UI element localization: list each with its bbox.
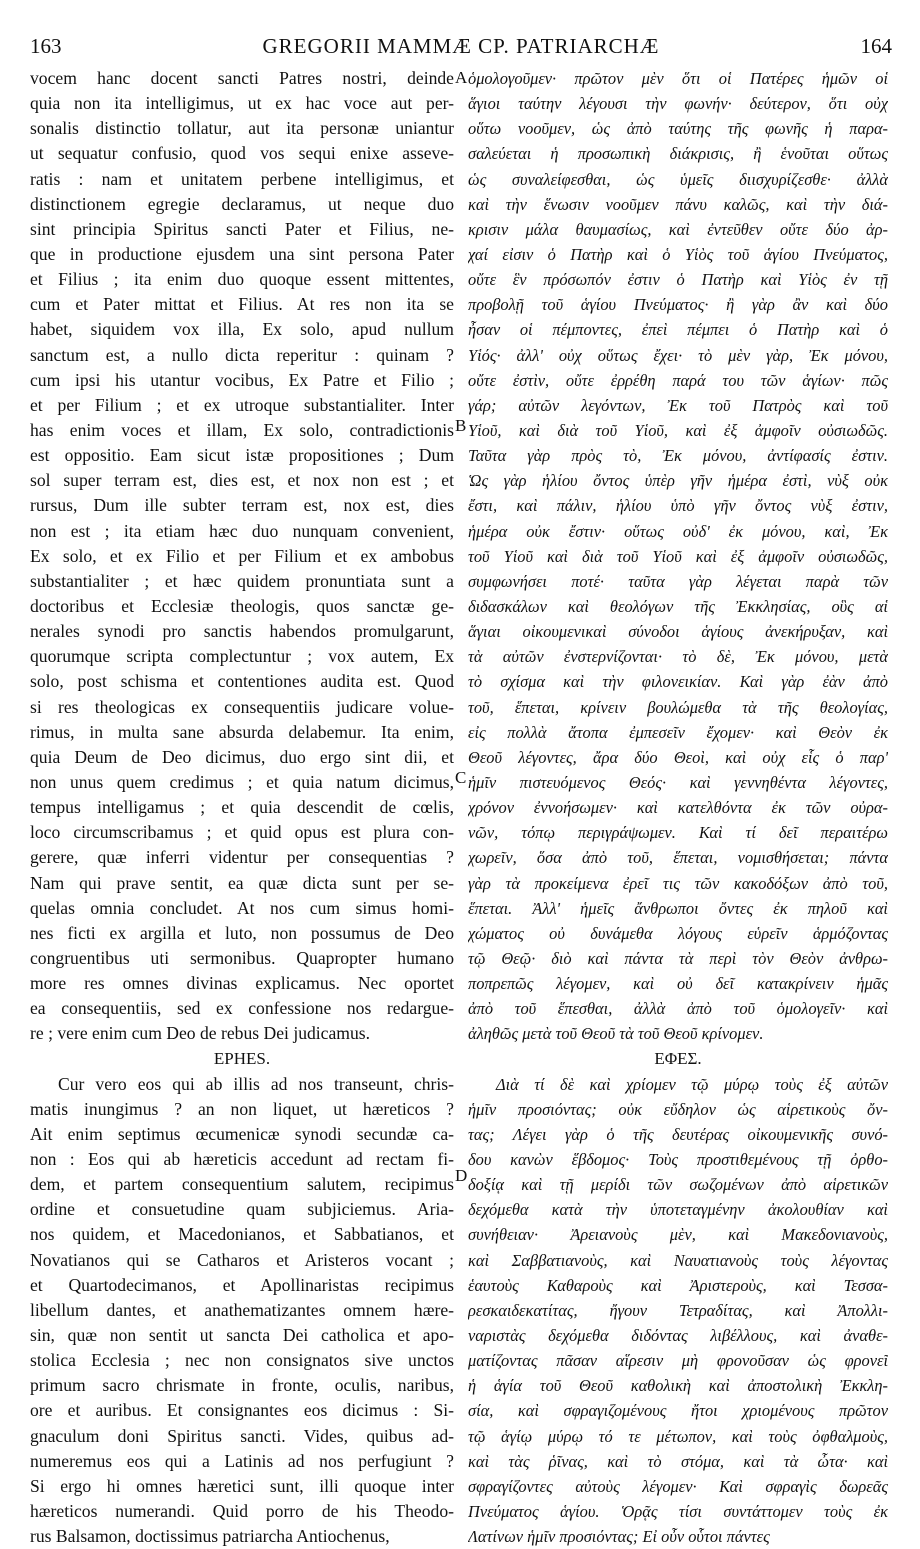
text-line: ὁμολογοῦμεν· πρῶτον μὲν ὅτι οἱ Πατέρες ἡμῶν οἱ <box>468 69 888 88</box>
text-line: δοξίᾳ καὶ τῇ μερίδι τῶν σωζομένων ἀπὸ αἱρετικῶν <box>468 1175 888 1195</box>
margin-marker-b: B <box>455 416 467 435</box>
text-line: nerales synodi pro sanctis habendos promulgarunt, <box>30 621 454 642</box>
text-line: cum ipsi his utantur vocibus, Ex Patre et Filio ; <box>30 369 454 390</box>
text-line: ναριστὰς δεχόμεθα διδόντας λιβέλλους, καὶ ἀναθε- <box>468 1326 888 1346</box>
text-line: ὡς συναλείφεσθαι, ὡς ὑμεῖς διισχυρίζεσθε· ἀλλὰ <box>468 169 888 189</box>
section-heading: EPHES. <box>213 1049 271 1069</box>
text-line: ea consequentiis, sed ex confessione nos redargue- <box>30 998 454 1019</box>
text-line: more res omnes divinas explicamus. Nec oportet <box>30 973 454 994</box>
text-line: Ταῦτα γὰρ πρὸς τὸ, Ἐκ μόνου, ἀντίφασίς ἐστιν. <box>468 446 888 466</box>
text-line: ἡ ἁγία τοῦ Θεοῦ καθολικὴ καὶ ἀποστολικὴ Ἐκκλη- <box>468 1376 888 1396</box>
text-line: γάρ; αὐτῶν λεγόντων, Ἐκ τοῦ Πατρὸς καὶ τοῦ <box>468 395 888 415</box>
text-line: ore et auribus. Et consignantes eos dicimus : Si- <box>30 1400 454 1421</box>
text-line: χρόνον ἐννοήσωμεν· καὶ κατελθόντα ἐκ τῶν οὐρα- <box>468 798 888 818</box>
text-line: hæreticos numerandi. Quid porro de his Theodo- <box>30 1501 454 1522</box>
latin-column <box>30 66 454 1549</box>
text-line: ἔστι, καὶ πάλιν, ἡλίου ὑπὸ γῆν ὄντος νὺξ ἐστιν, <box>468 496 888 516</box>
text-line: τὰ αὐτῶν ἐνστερνίζονται· τὸ δὲ, Ἐκ μόνου, μετὰ <box>468 647 888 667</box>
text-line: habet, siquidem vox illa, Ex solo, apud nullum <box>30 319 454 340</box>
margin-marker-d: D <box>455 1166 468 1185</box>
text-line: cum et Pater mittat et Filius. At res non ita se <box>30 294 454 315</box>
text-line: Υἱός· ἀλλ' οὐχ οὕτως ἔχει· τὸ μὲν γὰρ, Ἐκ μόνου, <box>468 345 888 365</box>
text-line: ἑαυτοὺς Καθαροὺς καὶ Ἀριστεροὺς, καὶ Τεσσα- <box>468 1275 888 1295</box>
running-header <box>30 34 892 62</box>
text-line: χώματος οὐ δυνάμεθα λόγους εὑρεῖν ἁρμόζοντας <box>468 923 888 943</box>
text-line: gerere, quæ inferri videntur per consequentias ? <box>30 847 454 868</box>
text-line: Θεοῦ λέγοντες, ἄρα δύο Θεοὶ, καὶ οὐχ εἷς ὁ παρ' <box>468 747 888 767</box>
text-line: οὕτω νοοῦμεν, ὡς ἀπὸ ταύτης τῆς φωνῆς ἡ παρα- <box>468 119 888 139</box>
text-line: ἡμῖν προσιόντας; οὐκ εὔδηλον ὡς αἱρετικοὺς ὄν- <box>468 1099 888 1119</box>
greek-column <box>468 66 888 1549</box>
text-line: et Filius ; ita enim duo quoque essent mittentes, <box>30 269 454 290</box>
text-line: ordine et consuetudine quam subjiciemus. Aria- <box>30 1199 454 1220</box>
text-line: et per Filium ; et ex utroque substantialiter. Inter <box>30 394 454 415</box>
text-line: stolica Ecclesia ; nec non consignatos sive unctos <box>30 1350 454 1371</box>
text-line: οὔτε ἓν πρόσωπόν ἐστιν ὁ Πατὴρ καὶ Υἱὸς ἐν τῇ <box>468 270 888 290</box>
text-line: Υἱοῦ, καὶ διὰ τοῦ Υἱοῦ, καὶ ἐξ ἀμφοῖν οὐσιωδῶς. <box>468 420 888 440</box>
text-line: matis inungimus ? an non liquet, ut hæreticos ? <box>30 1098 454 1119</box>
text-line: gnaculum doni Spiritus sancti. Vides, quibus ad- <box>30 1425 454 1446</box>
text-line: ἡμῖν πιστευόμενος Θεός· καὶ γεννηθέντα λέγοντες, <box>468 772 888 792</box>
text-line: non : Eos qui ab hæreticis accedunt ad rectam fi- <box>30 1149 454 1170</box>
text-line: quia non ita intelligimus, ut ex hac voce aut per- <box>30 93 454 114</box>
text-line: quelas omnia concludet. At nos cum simus homi- <box>30 897 454 918</box>
text-line: vocem hanc docent sancti Patres nostri, deinde <box>30 68 454 88</box>
text-line: δου κανὼν ἕβδομος· Τοὺς προστιθεμένους τῇ ὀρθο- <box>468 1150 888 1170</box>
text-line: τῷ ἁγίῳ μύρῳ τό τε μέτωπον, καὶ τοὺς ὀφθαλμοὺς, <box>468 1426 888 1446</box>
page-number-right: 164 <box>860 34 892 58</box>
text-line: est oppositio. Eam sicut istæ propositiones ; Dum <box>30 445 454 466</box>
text-line: rursus, Dum ille subter terram est, nox est, dies <box>30 495 454 516</box>
text-line: sol super terram est, dies est, et nox non est ; et <box>30 470 454 491</box>
text-line: dem, et partem consequentium salutem, recipimus <box>30 1174 454 1195</box>
text-line: Si ergo hi omnes hæretici sunt, illi quoque inter <box>30 1475 454 1496</box>
text-line: Novatianos qui se Catharos et Aristeros vocant ; <box>30 1249 454 1270</box>
text-line: libellum dantes, et anathematizantes omnem hære- <box>30 1299 454 1320</box>
text-line: re ; vere enim cum Deo de rebus Dei judicamus. <box>30 1023 371 1044</box>
text-line: Λατίνων ἡμῖν προσιόντας; Εἰ οὖν οὗτοι πάντες <box>468 1527 770 1547</box>
text-line: congruentibus uti sermonibus. Quapropter humano <box>30 947 454 968</box>
text-line: tempus intelligamus ; et quia descendit de cœlis, <box>30 797 454 818</box>
text-line: non unus quem credimus ; et quia natum dicimus, <box>30 771 454 792</box>
section-heading: ΕΦΕΣ. <box>654 1049 702 1069</box>
text-line: σαλεύεται ἡ προσωπικὴ διάκρισις, ἢ ἑνοῦται οὕτως <box>468 144 888 164</box>
text-line: substantialiter ; et hæc quidem pronuntiata sunt a <box>30 570 454 591</box>
text-line: ἕπεται. Ἀλλ' ἡμεῖς ἄνθρωποι ὄντες ἐκ πηλοῦ καὶ <box>468 898 888 918</box>
text-line: Ex solo, et ex Filio et per Filium et ex ambobus <box>30 545 454 566</box>
text-line: rus Balsamon, doctissimus patriarcha Antiochenus, <box>30 1526 390 1547</box>
text-line: distinctionem egregie declaramus, ut neque duo <box>30 193 454 214</box>
text-line: ἀληθῶς μετὰ τοῦ Θεοῦ τὰ τοῦ Θεοῦ κρίνομεν. <box>468 1024 764 1044</box>
text-line: solo, post schisma et contentiones audita est. Quod <box>30 671 454 692</box>
text-line: doctoribus et Ecclesiæ theologis, quos sanctæ ge- <box>30 595 454 616</box>
margin-marker-a: A <box>455 68 468 87</box>
text-line: sanctum est, a nullo dicta reperitur : quinam ? <box>30 344 454 365</box>
text-line: nes ficti ex argilla et luto, non possumus de Deo <box>30 922 454 943</box>
text-line: sint principia Spiritus sancti Pater et Filius, ne- <box>30 218 454 239</box>
text-line: et Quartodecimanos, et Apollinaristas recipimus <box>30 1274 454 1295</box>
text-line: Πνεύματος ἁγίου. Ὁρᾷς τίσι συντάττομεν τοὺς ἐκ <box>468 1502 888 1522</box>
text-line: χωρεῖν, ὅσα ἀπὸ τοῦ, ἕπεται, νομισθήσεται; πάντα <box>468 848 888 868</box>
text-line: quia Deum de Deo dicimus, duo ergo sint dii, et <box>30 746 454 767</box>
text-line: σία, καὶ σφραγιζομένους ἤτοι χριομένους πρῶτον <box>468 1401 888 1421</box>
text-line: τῷ Θεῷ· διὸ καὶ πάντα τὰ περὶ τὸν Θεὸν ἀνθρω- <box>468 948 888 968</box>
text-line: τὸ σχίσμα καὶ τὴν φιλονεικίαν. Καὶ γὰρ ἐὰν ἀπὸ <box>468 672 888 692</box>
text-line: νῶν, τόπῳ περιγράψωμεν. Καὶ τί δεῖ περαιτέρω <box>468 823 888 843</box>
text-line: ἅγιοι ταύτην λέγουσι τὴν φωνήν· δεύτερον, ὅτι οὐχ <box>468 94 888 114</box>
text-line: συνήθειαν· Ἀρειανοὺς μὲν, καὶ Μακεδονιανοὺς, <box>468 1225 888 1245</box>
text-line: Cur vero eos qui ab illis ad nos transeunt, chris- <box>58 1073 454 1094</box>
text-line: καὶ τὰς ῥῖνας, καὶ τὸ στόμα, καὶ τὰ ὦτα· καὶ <box>468 1451 888 1471</box>
text-line: τοῦ, ἕπεται, κρίνειν βουλώμεθα τὰ τῆς θεολογίας, <box>468 697 888 717</box>
text-line: que in productione ejusdem una sint persona Pater <box>30 243 454 264</box>
text-line: προβολῇ τοῦ ἁγίου Πνεύματος· ἢ γὰρ ἂν καὶ δύο <box>468 295 888 315</box>
text-line: loco circumscribamus ; et quid opus est plura con- <box>30 822 454 843</box>
page-number-left: 163 <box>30 34 62 58</box>
text-line: καὶ τὴν ἕνωσιν νοοῦμεν πάνυ καλῶς, καὶ τὴν διά- <box>468 194 888 214</box>
text-line: γὰρ τὰ προκείμενα ἐρεῖ τις τῶν κακοδόξων ἀπὸ τοῦ, <box>468 873 888 893</box>
text-line: ratis : nam et unitatem perbene intelligimus, et <box>30 168 454 189</box>
text-line: ματίζοντας πᾶσαν αἵρεσιν μὴ φρονοῦσαν ὡς φρονεῖ <box>468 1351 888 1371</box>
text-line: ποπρεπῶς λέγομεν, καὶ οὐ δεῖ κατακρίνειν ἡμᾶς <box>468 974 888 994</box>
text-line: ἅγιαι οἰκουμενικαὶ σύνοδοι ἁγίους ἀνεκήρυξαν, καὶ <box>468 622 888 642</box>
text-line: sonalis distinctio tollatur, aut ita personæ uniantur <box>30 118 454 139</box>
text-line: primum sacro chrismate in fronte, oculis, naribus, <box>30 1375 454 1396</box>
text-line: τας; Λέγει γὰρ ὁ τῆς δευτέρας οἰκουμενικῆς συνό- <box>468 1124 888 1144</box>
text-line: ἡμέρα οὐκ ἔστιν· οὕτως οὐδ' ἐκ μόνου, καὶ, Ἐκ <box>468 521 888 541</box>
text-line: Ὡς γὰρ ἡλίου ὄντος ὑπὲρ γῆν ἡμέρα ἐστὶ, νὺξ οὐκ <box>468 471 888 491</box>
text-line: τοῦ Υἱοῦ καὶ διὰ τοῦ Υἱοῦ καὶ ἐξ ἀμφοῖν οὐσιωδῶς, <box>468 546 888 566</box>
running-title: GREGORII MAMMÆ CP. PATRIARCHÆ <box>262 34 660 58</box>
text-line: has enim voces et illam, Ex solo, contradictionis <box>30 419 454 440</box>
text-line: συμφωνήσει ποτέ· ταῦτα γὰρ λέγεται παρὰ τῶν <box>468 571 888 591</box>
text-line: nos quidem, et Macedonianos, et Sabbatianos, et <box>30 1224 454 1245</box>
text-line: οὔτε ἐστὶν, οὔτε ἐρρέθη παρά του τῶν ἁγίων· πῶς <box>468 370 888 390</box>
text-line: ἀπὸ τοῦ ἕπεσθαι, ἀλλὰ ἀπὸ τοῦ ὁμολογεῖν· καὶ <box>468 999 888 1019</box>
text-line: si res theologicas ex consequentiis judicare volue- <box>30 696 454 717</box>
text-line: εἰς πολλὰ ἄτοπα ἐμπεσεῖν ἔχομεν· καὶ Θεὸν ἐκ <box>468 722 888 742</box>
text-line: numeremus eos qui a Latinis ad nos perfugiunt ? <box>30 1450 454 1471</box>
text-line: δεχόμεθα κατὰ τὴν ὑποτεταγμένην ἀκολουθίαν καὶ <box>468 1200 888 1220</box>
text-line: διδασκάλων καὶ θεολόγων τῆς Ἐκκλησίας, οὓς αἱ <box>468 596 888 616</box>
text-line: σφραγίζοντες αὐτοὺς λέγομεν· Καὶ σφραγὶς δωρεᾶς <box>468 1476 888 1496</box>
text-line: rimus, in multa sane absurda delabemur. Ita enim, <box>30 721 454 742</box>
text-line: κρισιν μάλα θαυμασίως, καὶ ἐντεῦθεν οὔτε δύο ἀρ- <box>468 219 888 239</box>
text-line: quorumque scripta complectuntur ; vox autem, Ex <box>30 646 454 667</box>
margin-marker-c: C <box>455 768 467 787</box>
text-line: Nam qui prave sentit, ea quæ dicta sunt per se- <box>30 872 454 893</box>
text-line: Διὰ τί δὲ καὶ χρίομεν τῷ μύρῳ τοὺς ἐξ αὐτῶν <box>496 1074 888 1094</box>
text-line: ρεσκαιδεκατίτας, ἤγουν Τετραδίτας, καὶ Ἀπολλι- <box>468 1300 888 1320</box>
text-line: sin, quæ non sentit ut sancta Dei catholica et apo- <box>30 1325 454 1346</box>
text-line: ἦσαν οἱ πέμποντες, ἐπεὶ πέμπει ὁ Πατὴρ καὶ ὁ <box>468 320 888 340</box>
text-line: Ait enim septimus œcumenicæ synodi secundæ ca- <box>30 1123 454 1144</box>
text-line: non est ; ita etiam hæc duo nunquam convenient, <box>30 520 454 541</box>
text-line: χαί εἰσιν ὁ Πατὴρ καὶ ὁ Υἱὸς τοῦ ἁγίου Πνεύματος, <box>468 244 888 264</box>
text-line: ut sequatur confusio, quod vos sequi enixe asseve- <box>30 143 454 164</box>
text-line: καὶ Σαββατιανοὺς, καὶ Ναυατιανοὺς τοὺς λέγοντας <box>468 1250 888 1270</box>
